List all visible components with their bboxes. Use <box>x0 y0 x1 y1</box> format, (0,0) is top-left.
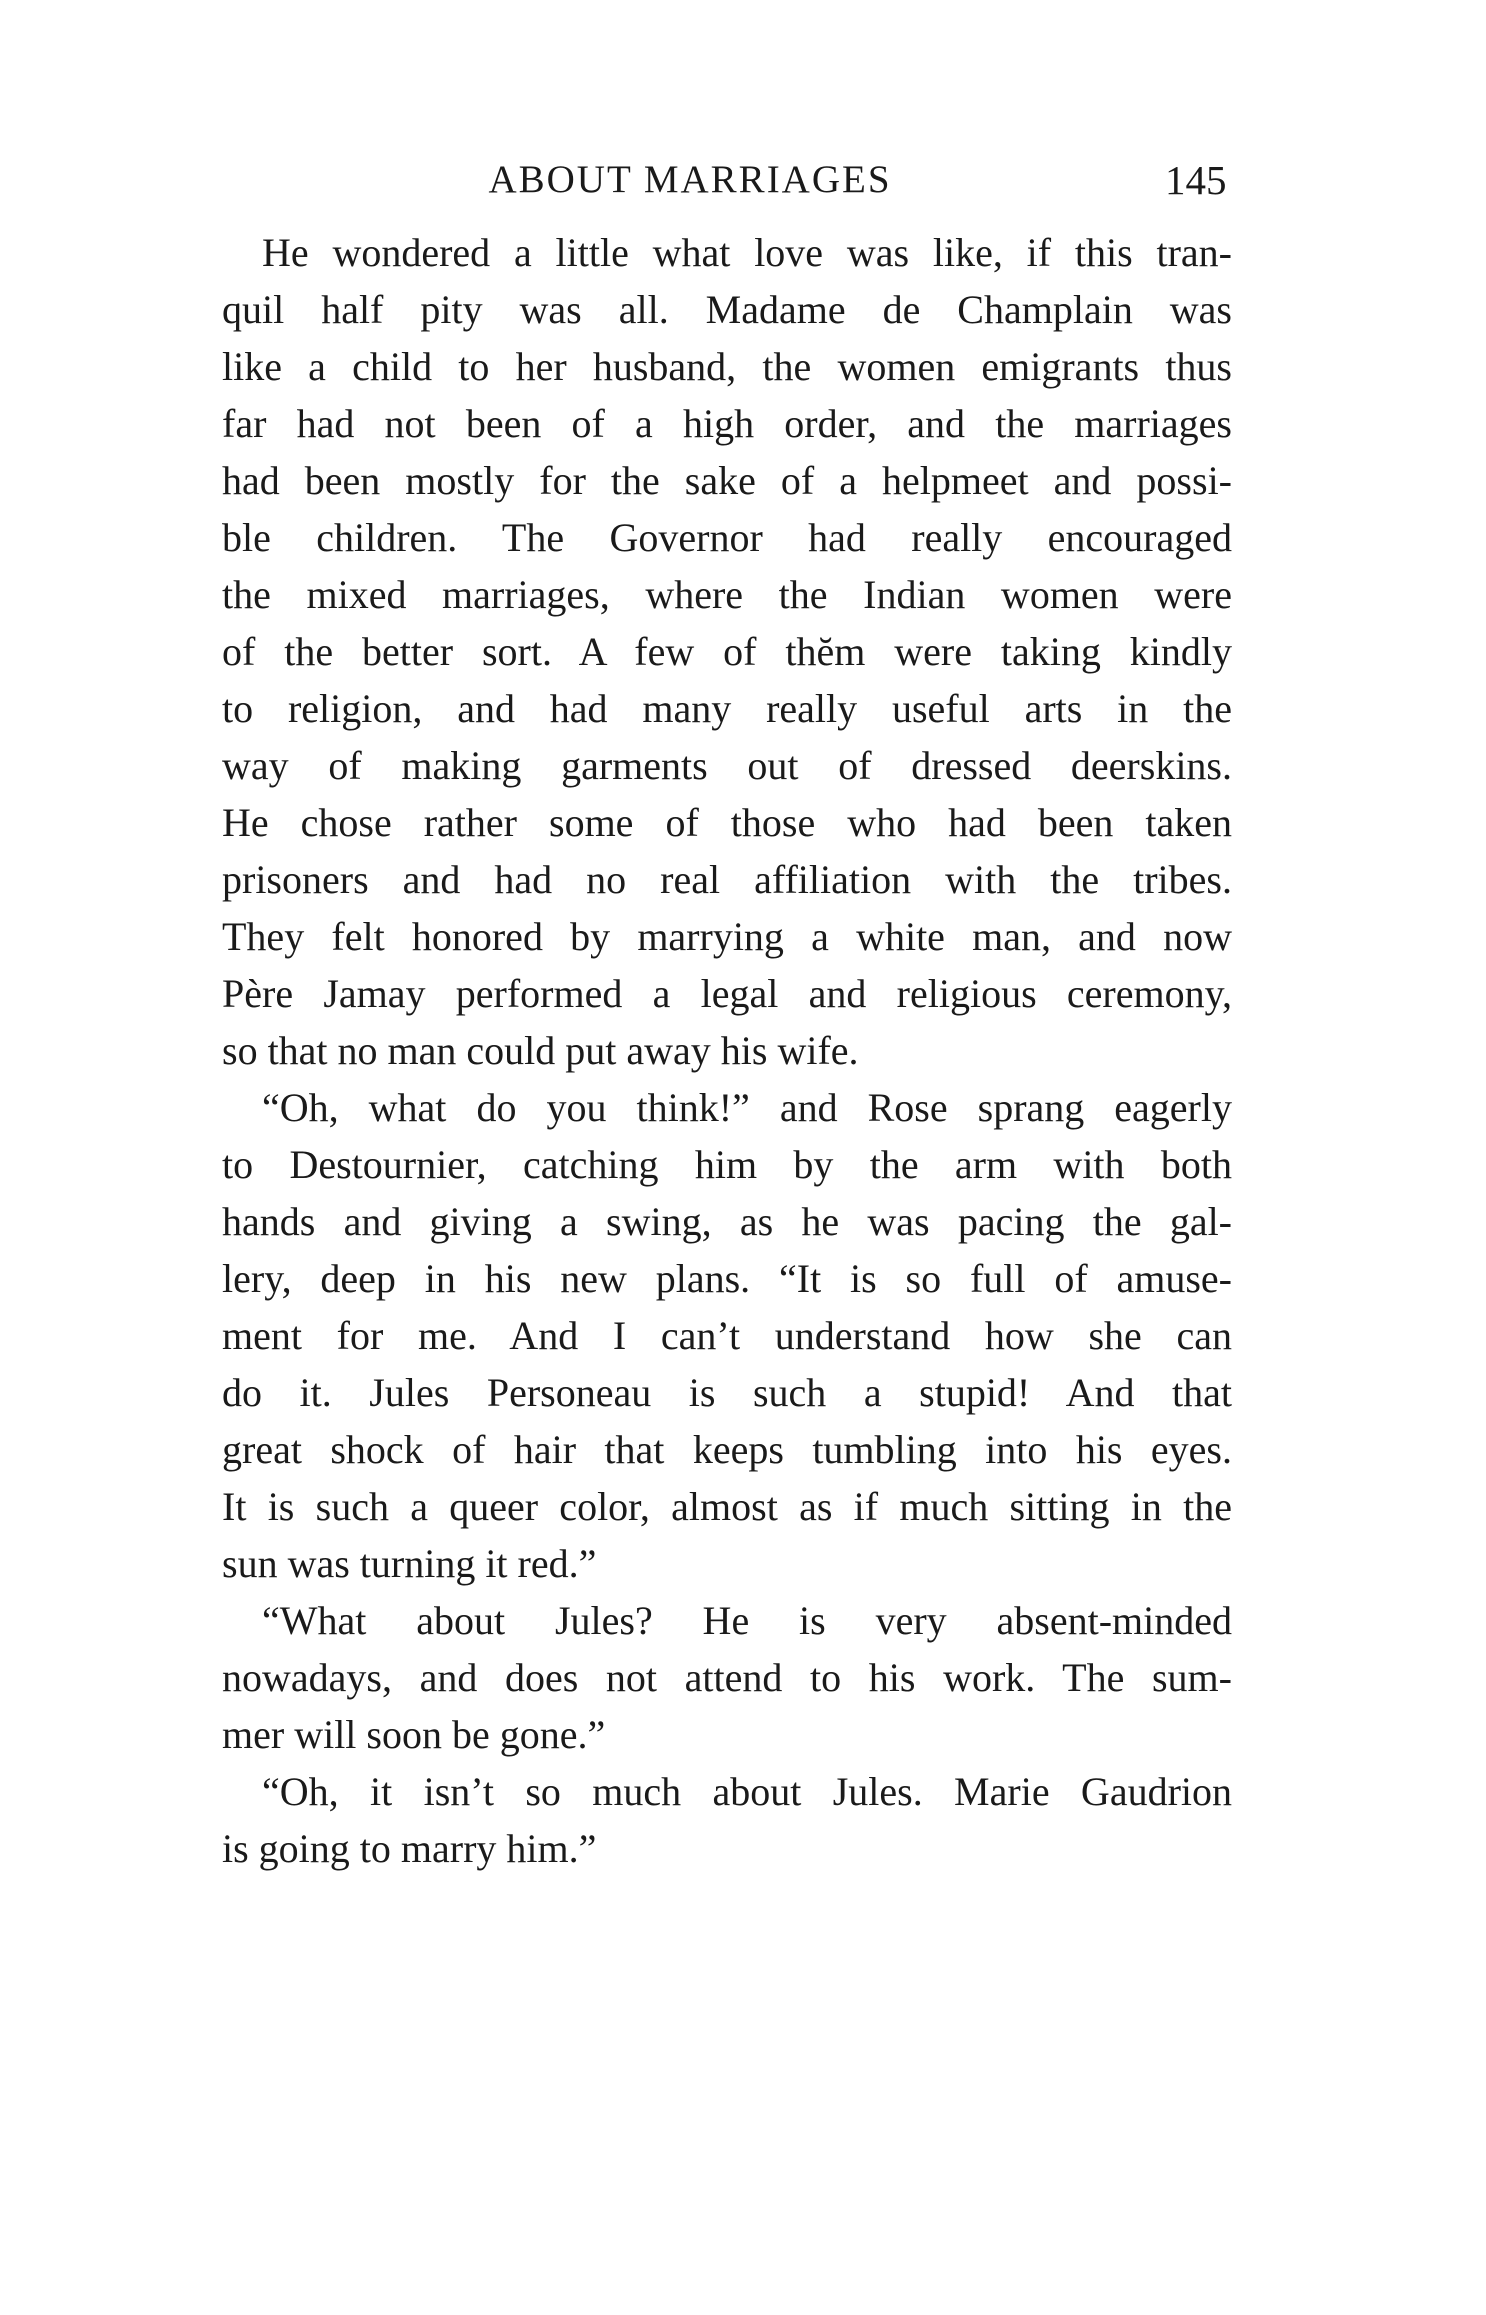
text-line: He wondered a little what love was like, if this tran- <box>262 230 1232 275</box>
text-line: prisoners and had no real affiliation with the tribes. <box>222 857 1232 902</box>
running-title: ABOUT MARRIAGES <box>488 158 892 201</box>
text-line: great shock of hair that keeps tumbling into his eyes. <box>222 1427 1232 1472</box>
paragraph-2 <box>222 1079 1232 1592</box>
paragraph-1 <box>222 224 1232 1079</box>
text-line: hands and giving a swing, as he was pacing the gal- <box>222 1199 1232 1244</box>
text-line: like a child to her husband, the women emigrants thus <box>222 344 1232 389</box>
text-line: lery, deep in his new plans. “It is so full of amuse- <box>222 1256 1232 1301</box>
text-line: mer will soon be gone.” <box>222 1712 606 1757</box>
text-line: “What about Jules? He is very absent-minded <box>262 1598 1232 1643</box>
text-line: to religion, and had many really useful arts in the <box>222 686 1232 731</box>
text-line: the mixed marriages, where the Indian women were <box>222 572 1232 617</box>
text-line: is going to marry him.” <box>222 1826 597 1871</box>
text-line: nowadays, and does not attend to his work. The sum- <box>222 1655 1232 1700</box>
paragraph-4 <box>222 1763 1232 1877</box>
text-line: do it. Jules Personeau is such a stupid! And that <box>222 1370 1232 1415</box>
text-line: of the better sort. A few of thĕm were taking kindly <box>222 629 1232 674</box>
running-head <box>0 150 1486 210</box>
text-line: Père Jamay performed a legal and religious ceremony, <box>222 971 1232 1016</box>
text-line: quil half pity was all. Madame de Champlain was <box>222 287 1232 332</box>
text-line: far had not been of a high order, and the marriages <box>222 401 1232 446</box>
text-line: He chose rather some of those who had been taken <box>222 800 1232 845</box>
text-line: sun was turning it red.” <box>222 1541 597 1586</box>
text-line: They felt honored by marrying a white man, and now <box>222 914 1232 959</box>
text-line: way of making garments out of dressed deerskins. <box>222 743 1232 788</box>
text-line: It is such a queer color, almost as if much sitting in the <box>222 1484 1232 1529</box>
text-line: ment for me. And I can’t understand how she can <box>222 1313 1232 1358</box>
body-text <box>222 224 1232 1877</box>
text-line: ble children. The Governor had really encouraged <box>222 515 1232 560</box>
page-number: 145 <box>1165 157 1227 203</box>
text-line: to Destournier, catching him by the arm with both <box>222 1142 1232 1187</box>
paragraph-3 <box>222 1592 1232 1763</box>
text-line: “Oh, what do you think!” and Rose sprang eagerly <box>262 1085 1232 1130</box>
text-line: had been mostly for the sake of a helpmeet and possi- <box>222 458 1232 503</box>
text-line: so that no man could put away his wife. <box>222 1028 859 1073</box>
text-line: “Oh, it isn’t so much about Jules. Marie Gaudrion <box>262 1769 1232 1814</box>
